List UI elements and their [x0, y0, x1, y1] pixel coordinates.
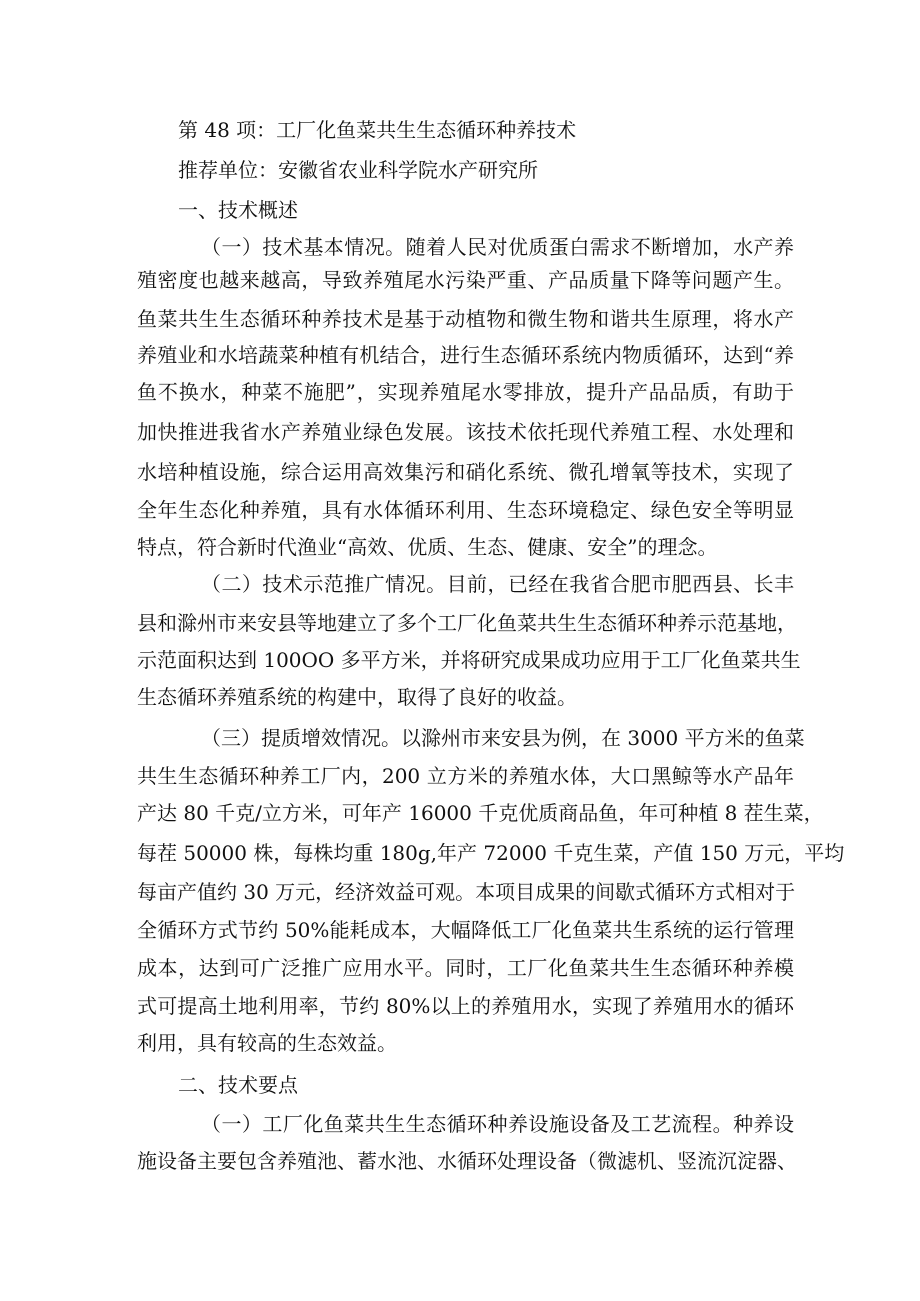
- section-heading-overview: 一、技术概述: [178, 198, 298, 222]
- paragraph-line: 示范面积达到 100OO 多平方米，并将研究成果成功应用于工厂化鱼菜共生: [137, 648, 801, 672]
- paragraph-line: （三）提质增效情况。以滁州市来安县为例，在 3000 平方米的鱼菜: [201, 726, 805, 750]
- paragraph-line: 县和滁州市来安县等地建立了多个工厂化鱼菜共生生态循环种养示范基地，: [137, 611, 797, 635]
- document-title: 第 48 项：工厂化鱼菜共生生态循环种养技术: [178, 118, 577, 142]
- paragraph-line: 特点，符合新时代渔业“高效、优质、生态、健康、安全”的理念。: [137, 535, 718, 559]
- paragraph-line: 施设备主要包含养殖池、蓄水池、水循环处理设备（微滤机、竖流沉淀器、: [137, 1149, 797, 1173]
- paragraph-line: （一）工厂化鱼菜共生生态循环种养设施设备及工艺流程。种养设: [201, 1112, 794, 1136]
- paragraph-line: 利用，具有较高的生态效益。: [137, 1031, 397, 1055]
- paragraph-line: （二）技术示范推广情况。目前，已经在我省合肥市肥西县、长丰: [201, 572, 794, 596]
- paragraph-line: 加快推进我省水产养殖业绿色发展。该技术依托现代养殖工程、水处理和: [137, 420, 794, 444]
- paragraph-line: 产达 80 千克/立方米，可年产 16000 千克优质商品鱼，年可种植 8 茬生菜，: [137, 801, 824, 825]
- paragraph-line: 每亩产值约 30 万元，经济效益可观。本项目成果的间歇式循环方式相对于: [137, 880, 796, 904]
- paragraph-line: 每茬 50000 株，每株均重 180g,年产 72000 千克生菜，产值 150 万元，平均: [137, 841, 845, 865]
- paragraph-line: 鱼不换水，种菜不施肥”，实现养殖尾水零排放，提升产品品质，有助于: [137, 380, 794, 404]
- paragraph-line: 养殖业和水培蔬菜种植有机结合，进行生态循环系统内物质循环，达到“养: [137, 343, 794, 367]
- paragraph-line: 式可提高土地利用率，节约 80%以上的养殖用水，实现了养殖用水的循环: [137, 994, 794, 1018]
- paragraph-line: 鱼菜共生生态循环种养技术是基于动植物和微生物和谐共生原理，将水产: [137, 307, 794, 331]
- paragraph-line: 共生生态循环种养工厂内，200 立方米的养殖水体，大口黑鲸等水产品年: [137, 764, 794, 788]
- paragraph-line: 水培种植设施，综合运用高效集污和硝化系统、微孔增氧等技术，实现了: [137, 460, 794, 484]
- paragraph-line: 成本，达到可广泛推广应用水平。同时，工厂化鱼菜共生生态循环种养模: [137, 956, 794, 980]
- paragraph-line: （一）技术基本情况。随着人民对优质蛋白需求不断增加，水产养: [201, 235, 794, 259]
- section-heading-key-points: 二、技术要点: [178, 1073, 298, 1097]
- paragraph-line: 全年生态化种养殖，具有水体循环利用、生态环境稳定、绿色安全等明显: [137, 498, 794, 522]
- recommender-unit: 推荐单位：安徽省农业科学院水产研究所: [178, 158, 538, 182]
- paragraph-line: 生态循环养殖系统的构建中，取得了良好的收益。: [137, 685, 577, 709]
- paragraph-line: 全循环方式节约 50%能耗成本，大幅降低工厂化鱼菜共生系统的运行管理: [137, 918, 794, 942]
- paragraph-line: 殖密度也越来越高，导致养殖尾水污染严重、产品质量下降等问题产生。: [137, 268, 794, 292]
